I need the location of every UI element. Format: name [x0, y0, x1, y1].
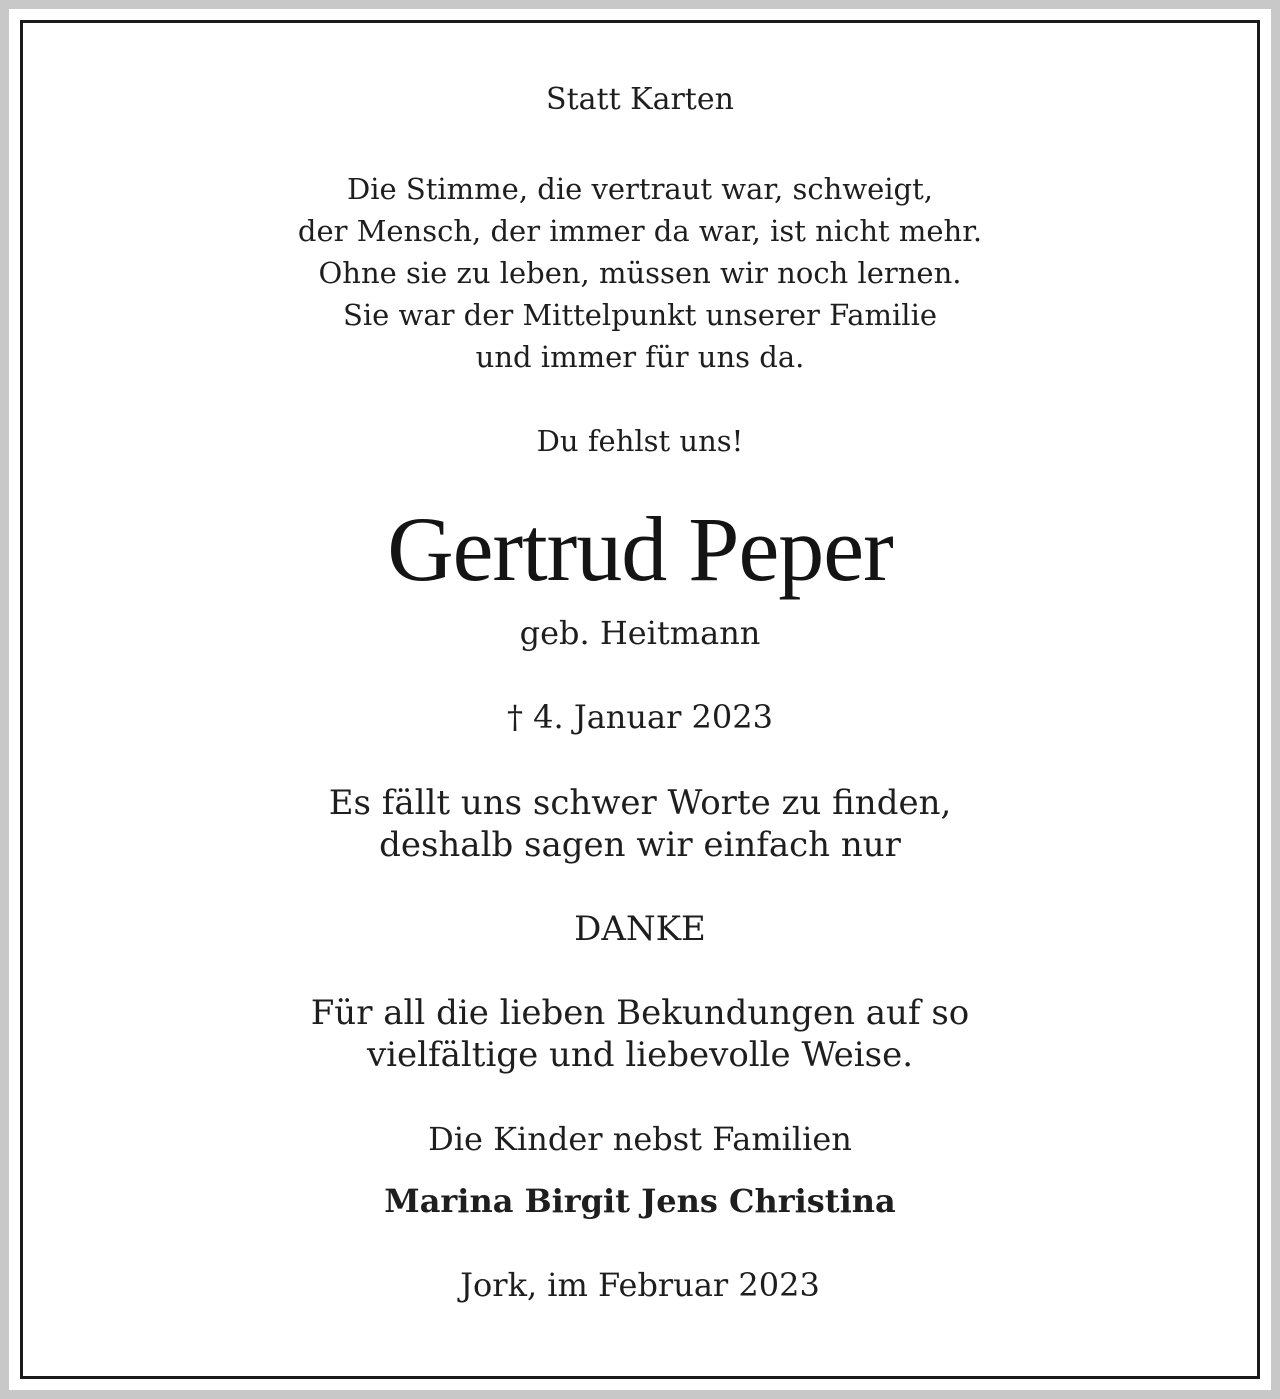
place-date: Jork, im Februar 2023 — [460, 1266, 820, 1304]
message-line-1: Es fällt uns schwer Worte zu finden, — [328, 783, 952, 823]
children-names: Marina Birgit Jens Christina — [384, 1182, 896, 1220]
poem-line-2: der Mensch, der immer da war, ist nicht mehr. — [297, 214, 983, 248]
message-line-2: deshalb sagen wir einfach nur — [379, 825, 901, 865]
thanks-reason-line-2: vielfältige und liebevolle Weise. — [366, 1035, 914, 1075]
header-text: Statt Karten — [546, 82, 734, 117]
death-date: † 4. Januar 2023 — [507, 698, 773, 736]
poem-line-4: Sie war der Mittelpunkt unserer Familie — [342, 298, 938, 332]
family-line: Die Kinder nebst Familien — [428, 1120, 852, 1158]
thanks-reason-line-1: Für all die lieben Bekundungen auf so — [310, 993, 970, 1033]
closing-line: Du fehlst uns! — [536, 424, 744, 458]
thanks-heading: DANKE — [574, 909, 706, 949]
deceased-name: Gertrud Peper — [387, 498, 893, 600]
poem-line-1: Die Stimme, die vertraut war, schweigt, — [346, 172, 933, 206]
maiden-name: geb. Heitmann — [519, 614, 761, 652]
poem-line-5: und immer für uns da. — [475, 340, 805, 374]
poem-line-3: Ohne sie zu leben, müssen wir noch lernen. — [318, 256, 962, 290]
